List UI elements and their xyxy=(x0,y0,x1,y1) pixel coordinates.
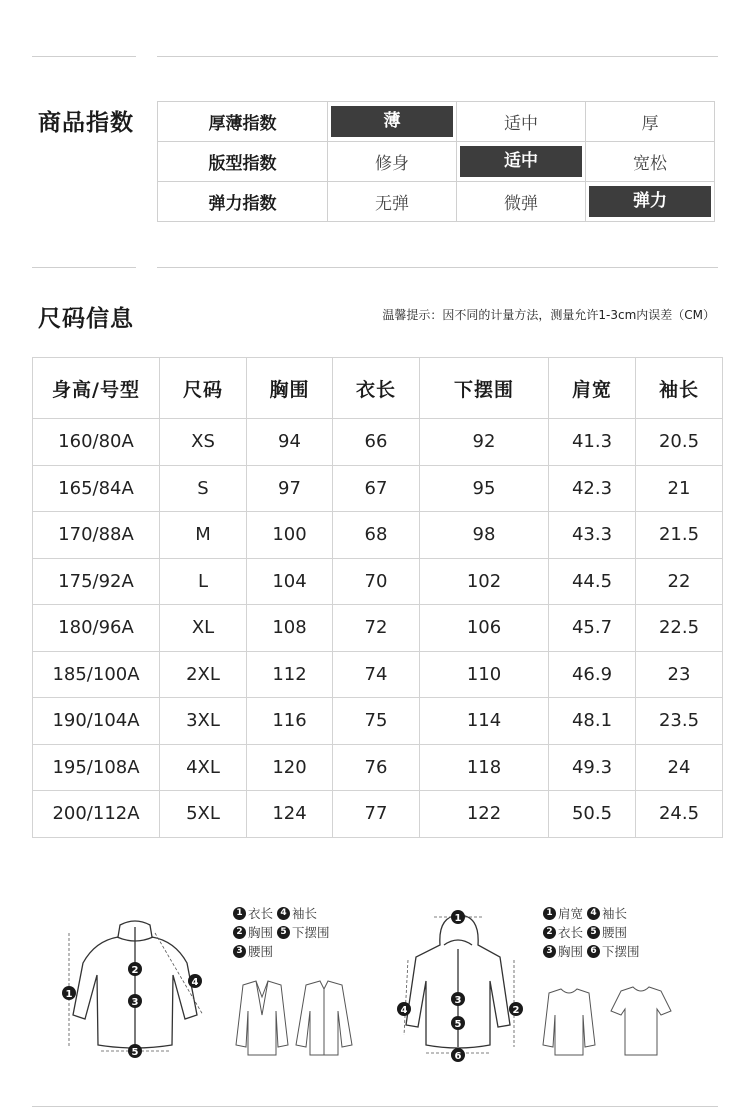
index-row-label: 版型指数 xyxy=(158,142,328,182)
index-row xyxy=(158,142,715,182)
size-header-cell: 尺码 xyxy=(160,358,247,419)
table-cell: 76 xyxy=(333,744,420,791)
table-cell: 24.5 xyxy=(636,791,723,838)
tshirt-icons xyxy=(535,985,675,1060)
divider-top-right xyxy=(157,56,718,57)
size-section-title: 尺码信息 xyxy=(38,306,134,332)
hoodie-measure-diagram xyxy=(390,905,530,1065)
divider-bottom xyxy=(32,1106,718,1107)
table-cell: 44.5 xyxy=(549,558,636,605)
legend-item xyxy=(233,923,273,942)
table-cell: 124 xyxy=(247,791,333,838)
table-cell: 77 xyxy=(333,791,420,838)
divider-top-left xyxy=(32,56,136,57)
svg-text:2: 2 xyxy=(512,1005,520,1016)
jacket-measure-diagram xyxy=(55,905,215,1065)
index-section-title: 商品指数 xyxy=(38,110,134,136)
selected-badge: 弹力 xyxy=(589,186,711,217)
index-option: 无弹 xyxy=(328,182,457,222)
size-header-cell: 衣长 xyxy=(333,358,420,419)
table-cell: 66 xyxy=(333,419,420,466)
table-cell: 20.5 xyxy=(636,419,723,466)
table-cell: 94 xyxy=(247,419,333,466)
legend-item xyxy=(587,904,627,923)
size-header-cell: 身高/号型 xyxy=(33,358,160,419)
index-row xyxy=(158,182,715,222)
table-cell: 97 xyxy=(247,465,333,512)
table-cell: 74 xyxy=(333,651,420,698)
legend-number-icon: 5 xyxy=(587,926,600,939)
index-option: 修身 xyxy=(328,142,457,182)
table-cell: 120 xyxy=(247,744,333,791)
index-option: 厚 xyxy=(586,102,715,142)
table-cell: 21.5 xyxy=(636,512,723,559)
table-cell: 67 xyxy=(333,465,420,512)
svg-text:3: 3 xyxy=(454,995,462,1006)
divider-mid-right xyxy=(157,267,718,268)
index-table xyxy=(157,101,715,222)
table-cell: 180/96A xyxy=(33,605,160,652)
table-cell: 118 xyxy=(420,744,549,791)
table-cell: 110 xyxy=(420,651,549,698)
table-cell: L xyxy=(160,558,247,605)
table-cell: 190/104A xyxy=(33,698,160,745)
legend-text: 腰围 xyxy=(248,944,274,959)
table-cell: 49.3 xyxy=(549,744,636,791)
table-cell: 43.3 xyxy=(549,512,636,559)
legend-text: 胸围 xyxy=(248,925,274,940)
table-row xyxy=(33,791,723,838)
legend-text: 下摆围 xyxy=(602,944,640,959)
table-cell: 24 xyxy=(636,744,723,791)
legend-text: 衣长 xyxy=(558,925,584,940)
legend-item xyxy=(587,923,627,942)
svg-text:4: 4 xyxy=(400,1005,408,1016)
legend-number-icon: 2 xyxy=(233,926,246,939)
table-cell: 70 xyxy=(333,558,420,605)
svg-text:5: 5 xyxy=(131,1047,139,1058)
measure-note: 温馨提示：因不同的计量方法，测量允许1-3cm内误差（CM） xyxy=(382,308,715,322)
table-cell: 104 xyxy=(247,558,333,605)
table-cell: 195/108A xyxy=(33,744,160,791)
size-header-cell: 下摆围 xyxy=(420,358,549,419)
table-cell: 200/112A xyxy=(33,791,160,838)
table-cell: 116 xyxy=(247,698,333,745)
table-cell: 175/92A xyxy=(33,558,160,605)
table-row xyxy=(33,605,723,652)
legend-number-icon: 3 xyxy=(543,945,556,958)
table-cell: 42.3 xyxy=(549,465,636,512)
table-row xyxy=(33,651,723,698)
legend-text: 肩宽 xyxy=(558,906,584,921)
svg-text:2: 2 xyxy=(131,965,139,976)
legend-item xyxy=(543,904,583,923)
table-cell: M xyxy=(160,512,247,559)
selected-badge: 薄 xyxy=(331,106,453,137)
legend-text: 袖长 xyxy=(292,906,318,921)
index-option-selected xyxy=(457,142,586,182)
table-cell: 2XL xyxy=(160,651,247,698)
legend-number-icon: 1 xyxy=(233,907,246,920)
table-row xyxy=(33,465,723,512)
legend-item xyxy=(277,923,330,942)
legend-left xyxy=(233,904,330,961)
table-cell: 48.1 xyxy=(549,698,636,745)
table-cell: 22 xyxy=(636,558,723,605)
table-row xyxy=(33,698,723,745)
svg-text:3: 3 xyxy=(131,997,139,1008)
legend-text: 衣长 xyxy=(248,906,274,921)
table-cell: 22.5 xyxy=(636,605,723,652)
size-table xyxy=(32,357,723,838)
svg-text:4: 4 xyxy=(191,977,199,988)
table-cell: XS xyxy=(160,419,247,466)
table-cell: 102 xyxy=(420,558,549,605)
table-row xyxy=(33,419,723,466)
table-cell: 75 xyxy=(333,698,420,745)
table-cell: 100 xyxy=(247,512,333,559)
size-header-cell: 肩宽 xyxy=(549,358,636,419)
table-cell: 45.7 xyxy=(549,605,636,652)
legend-text: 袖长 xyxy=(602,906,628,921)
table-cell: 50.5 xyxy=(549,791,636,838)
table-cell: XL xyxy=(160,605,247,652)
table-cell: 5XL xyxy=(160,791,247,838)
table-cell: 21 xyxy=(636,465,723,512)
legend-text: 胸围 xyxy=(558,944,584,959)
index-option: 微弹 xyxy=(457,182,586,222)
size-header-cell: 袖长 xyxy=(636,358,723,419)
size-header-cell: 胸围 xyxy=(247,358,333,419)
table-row xyxy=(33,744,723,791)
legend-item xyxy=(543,942,583,961)
selected-badge: 适中 xyxy=(460,146,582,177)
index-option: 适中 xyxy=(457,102,586,142)
table-cell: 106 xyxy=(420,605,549,652)
table-cell: 108 xyxy=(247,605,333,652)
table-cell: S xyxy=(160,465,247,512)
table-cell: 23 xyxy=(636,651,723,698)
legend-item xyxy=(233,942,273,961)
svg-text:6: 6 xyxy=(454,1051,462,1062)
blazer-shirt-icons xyxy=(228,975,368,1060)
table-cell: 160/80A xyxy=(33,419,160,466)
svg-text:1: 1 xyxy=(65,989,73,1000)
legend-right xyxy=(543,904,640,961)
table-cell: 68 xyxy=(333,512,420,559)
legend-number-icon: 4 xyxy=(587,907,600,920)
legend-number-icon: 3 xyxy=(233,945,246,958)
legend-text: 腰围 xyxy=(602,925,628,940)
table-row xyxy=(33,558,723,605)
table-cell: 3XL xyxy=(160,698,247,745)
svg-text:5: 5 xyxy=(454,1019,462,1030)
index-option: 宽松 xyxy=(586,142,715,182)
table-cell: 72 xyxy=(333,605,420,652)
index-option-selected xyxy=(328,102,457,142)
legend-item xyxy=(277,904,317,923)
table-cell: 122 xyxy=(420,791,549,838)
table-cell: 41.3 xyxy=(549,419,636,466)
index-row xyxy=(158,102,715,142)
divider-mid-left xyxy=(32,267,136,268)
legend-number-icon: 6 xyxy=(587,945,600,958)
table-row xyxy=(33,512,723,559)
table-cell: 4XL xyxy=(160,744,247,791)
table-cell: 185/100A xyxy=(33,651,160,698)
legend-number-icon: 4 xyxy=(277,907,290,920)
table-cell: 92 xyxy=(420,419,549,466)
index-option-selected xyxy=(586,182,715,222)
legend-text: 下摆围 xyxy=(292,925,330,940)
table-cell: 112 xyxy=(247,651,333,698)
index-row-label: 厚薄指数 xyxy=(158,102,328,142)
svg-text:1: 1 xyxy=(454,913,462,924)
table-cell: 165/84A xyxy=(33,465,160,512)
legend-number-icon: 5 xyxy=(277,926,290,939)
legend-item xyxy=(587,942,640,961)
legend-item xyxy=(233,904,273,923)
table-cell: 98 xyxy=(420,512,549,559)
legend-number-icon: 1 xyxy=(543,907,556,920)
legend-item xyxy=(543,923,583,942)
index-row-label: 弹力指数 xyxy=(158,182,328,222)
table-cell: 95 xyxy=(420,465,549,512)
table-cell: 23.5 xyxy=(636,698,723,745)
table-cell: 46.9 xyxy=(549,651,636,698)
legend-number-icon: 2 xyxy=(543,926,556,939)
table-cell: 170/88A xyxy=(33,512,160,559)
table-cell: 114 xyxy=(420,698,549,745)
